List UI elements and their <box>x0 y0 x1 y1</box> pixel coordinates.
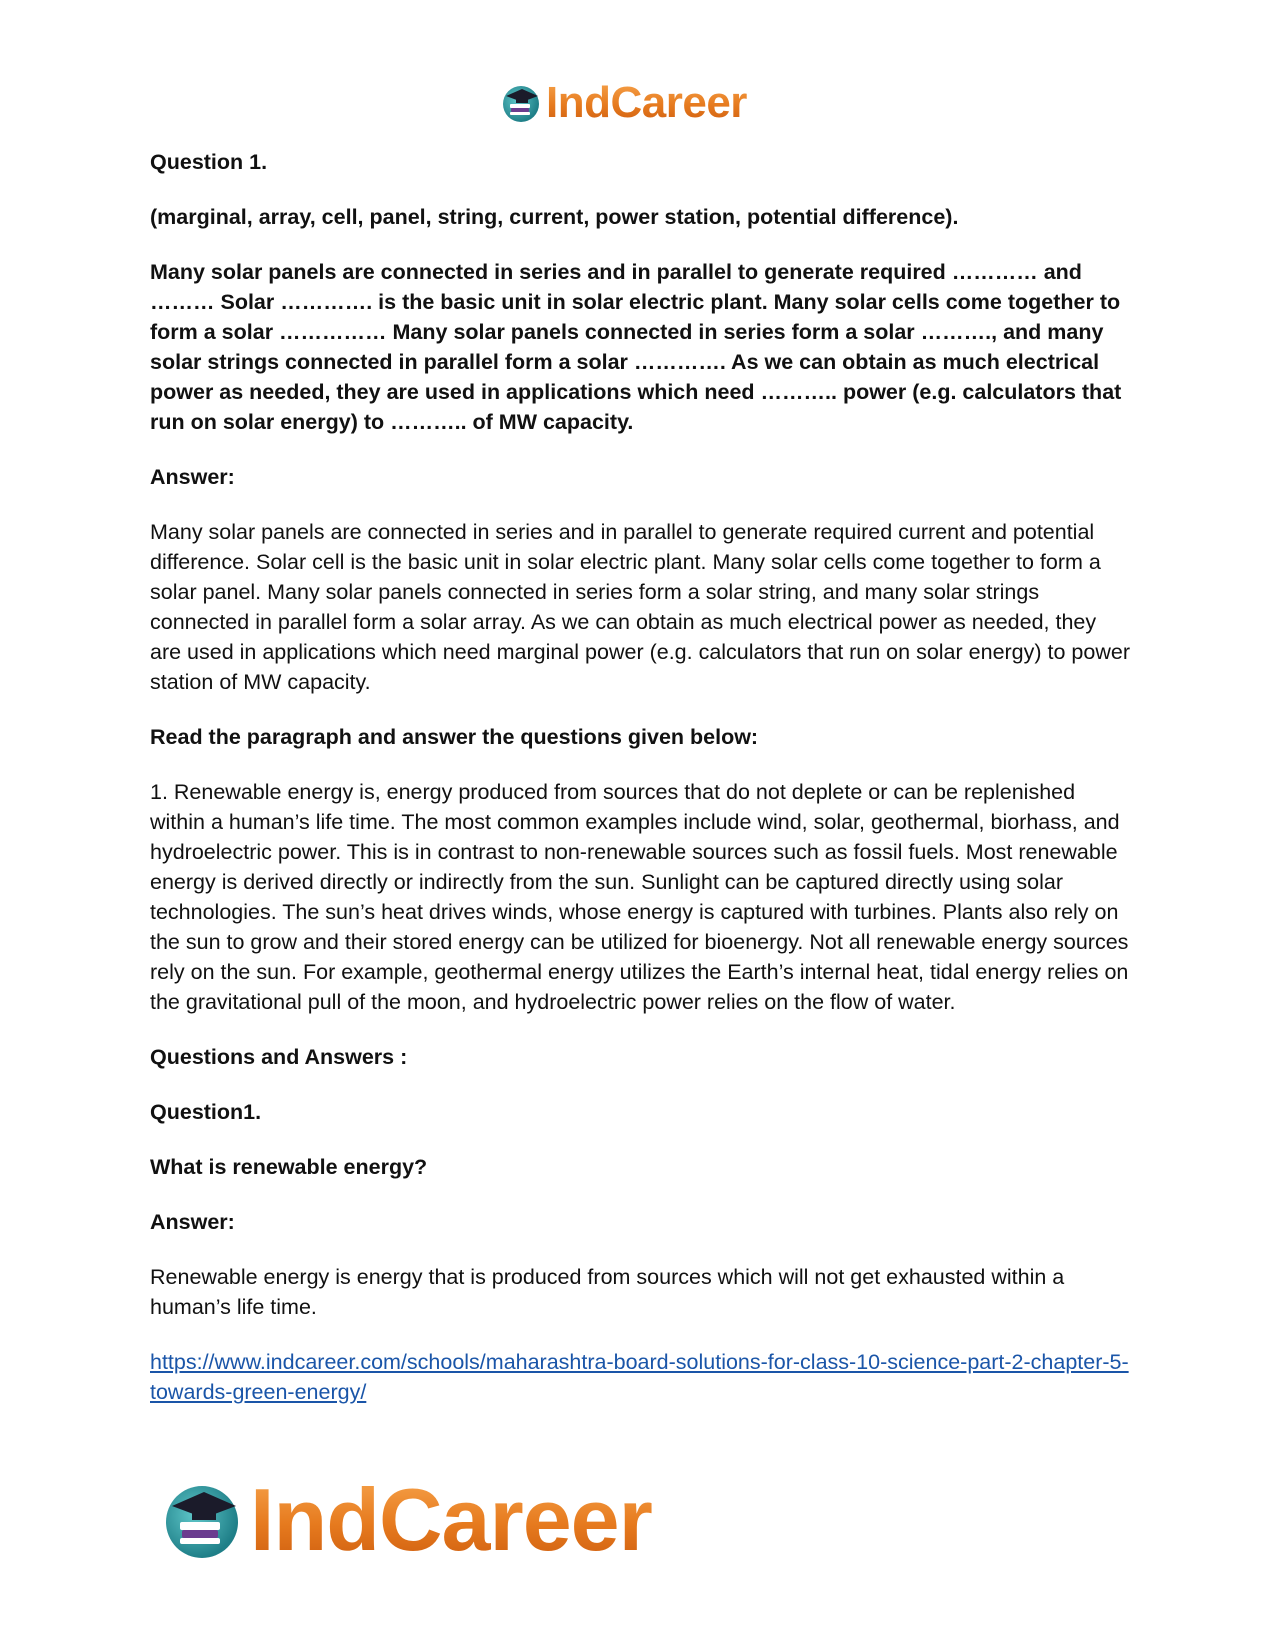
answer-paragraph-2: Renewable energy is energy that is produced from sources which will not get exhausted within a human’s life time. <box>150 1265 1065 1319</box>
qa-question: What is renewable energy? <box>150 1155 428 1179</box>
header-logo-text: IndCareer <box>546 78 747 127</box>
qa-heading: Questions and Answers : <box>150 1045 408 1069</box>
footer-logo <box>160 1470 652 1569</box>
header-logo <box>500 80 747 126</box>
graduation-globe-icon <box>160 1478 244 1562</box>
graduation-globe-icon <box>500 82 542 124</box>
answer-label: Answer: <box>150 465 235 489</box>
read-instruction: Read the paragraph and answer the questions given below: <box>150 725 759 749</box>
reading-passage: 1. Renewable energy is, energy produced from sources that do not deplete or can be replenished within a human’s life time. The most common examples include wind, solar, geothermal, biorhass, and hydroelectric power. This is in contrast to non-renewable sources such as fossil fuels. Most renewable energy is derived directly or indirectly from the sun. Sunlight can be captured directly using solar technologies. The sun’s heat drives winds, whose energy is captured with turbines. Plants also rely on the sun to grow and their stored energy can be utilized for bioenergy. Not all renewable energy sources rely on the sun. For example, geothermal energy utilizes the Earth’s internal heat, tidal energy relies on the gravitational pull of the moon, and hydroelectric power relies on the flow of water. <box>150 780 1129 1014</box>
footer-logo-text: IndCareer <box>250 1470 652 1569</box>
word-options: (marginal, array, cell, panel, string, current, power station, potential difference). <box>150 205 959 229</box>
document-body <box>150 147 1130 1407</box>
source-link[interactable]: https://www.indcareer.com/schools/maharashtra-board-solutions-for-class-10-science-part-2-chapter-5-towards-green-energy/ <box>150 1350 1129 1404</box>
qa-question-heading: Question1. <box>150 1100 262 1124</box>
answer-paragraph: Many solar panels are connected in series and in parallel to generate required current and potential difference. Solar cell is the basic unit in solar electric plant. Many solar cells come together to form a solar panel. Many solar panels connected in series form a solar string, and many solar strings connected in parallel form a solar array. As we can obtain as much electrical power as needed, they are used in applications which need marginal power (e.g. calculators that run on solar energy) to power station of MW capacity. <box>150 520 1130 694</box>
fill-in-blanks-paragraph: Many solar panels are connected in series and in parallel to generate required ………… and ……… Solar …………. is the basic unit in solar electric plant. Many solar cells come together to form a solar …………… Many solar panels connected in series form a solar ………., and many solar strings connected in parallel form a solar …………. As we can obtain as much electrical power as needed, they are used in applications which need ……….. power (e.g. calculators that run on solar energy) to ……….. of MW capacity. <box>150 260 1122 434</box>
answer-label-2: Answer: <box>150 1210 235 1234</box>
question-heading: Question 1. <box>150 150 268 174</box>
